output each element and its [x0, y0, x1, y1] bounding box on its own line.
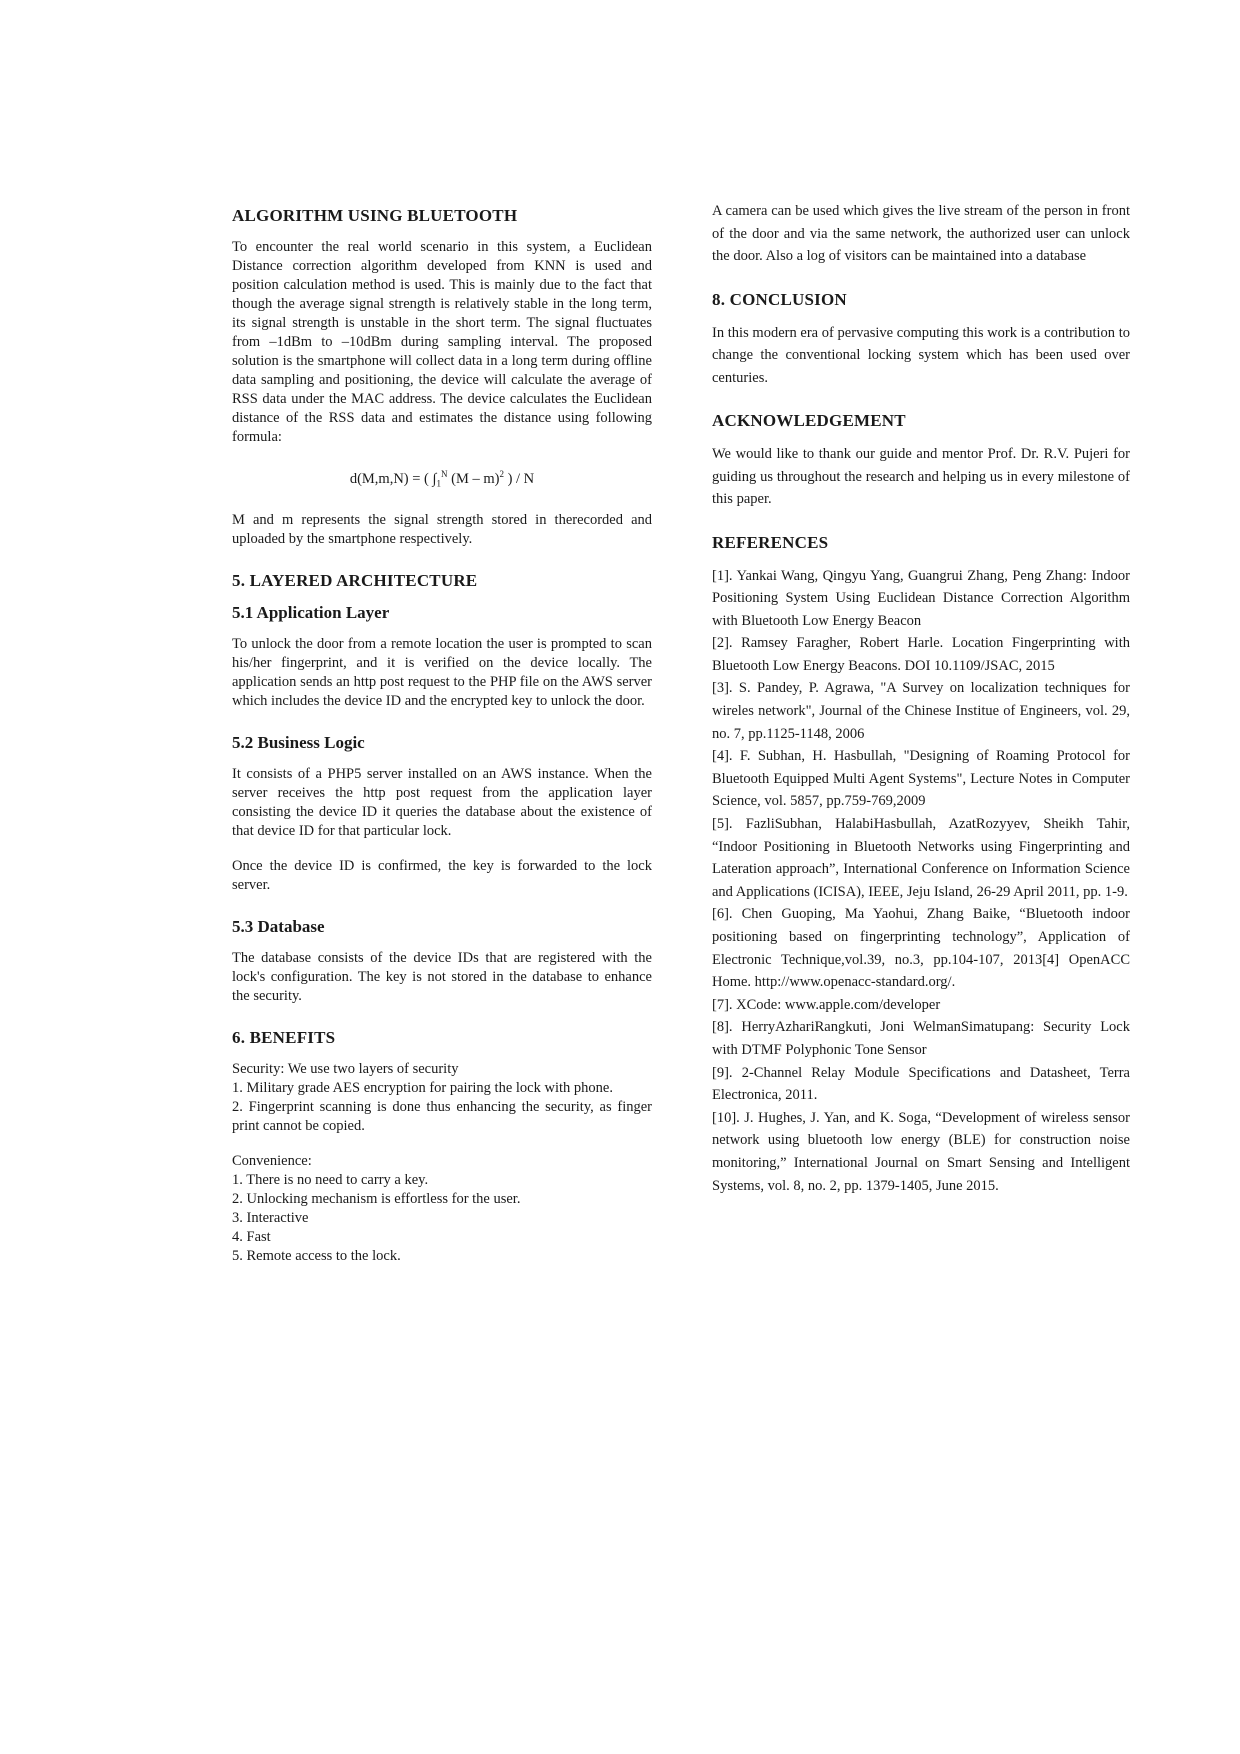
list-item: 1. There is no need to carry a key. [232, 1171, 429, 1188]
reference-item: [5]. FazliSubhan, HalabiHasbullah, AzatRozyyev, Sheikh Tahir, “Indoor Positioning in Bluetooth Networks using Fingerprinting and Lateration approach”, International Conference on Information Science and Applications (ICISA), IEEE, Jeju Island, 26-29 April 2011, pp. 1-9. [712, 816, 1130, 900]
reference-item: [4]. F. Subhan, H. Hasbullah, "Designing of Roaming Protocol for Bluetooth Equipped Multi Agent Systems", Lecture Notes in Computer Science, vol. 5857, pp.759-769,2009 [712, 748, 1130, 810]
formula-lhs: d(M,m,N) = ( ∫ [349, 470, 437, 487]
database-paragraph: The database consists of the device IDs that are registered with the lock's configuration. The key is not stored in the database to enhance the security. [232, 949, 652, 1004]
camera-paragraph: A camera can be used which gives the live stream of the person in front of the door and via the same network, the authorized user can unlock the door. Also a log of visitors can be maintained into a database [712, 203, 1130, 264]
subsection-heading-business-logic: 5.2 Business Logic [232, 732, 365, 752]
reference-item: [9]. 2-Channel Relay Module Specifications and Datasheet, Terra Electronica, 2011. [712, 1064, 1130, 1104]
list-item: 2. Fingerprint scanning is done thus enhancing the security, as finger print cannot be copied. [232, 1098, 652, 1134]
right-column [712, 203, 1130, 1197]
left-column [232, 206, 652, 1266]
list-item: 5. Remote access to the lock. [232, 1247, 401, 1264]
formula-lower-limit: 1 [436, 478, 441, 489]
reference-item: [10]. J. Hughes, J. Yan, and K. Soga, “Development of wireless sensor network using bluetooth low energy (BLE) for construction noise monitoring,” International Journal on Smart Sensing and Intelligent Systems, vol. 8, no. 2, pp. 1379-1405, June 2015. [712, 1109, 1130, 1194]
section-heading-conclusion: 8. CONCLUSION [712, 289, 847, 309]
acknowledgement-paragraph: We would like to thank our guide and mentor Prof. Dr. R.V. Pujeri for guiding us throughout the research and helping us in every milestone of this paper. [712, 446, 1130, 507]
section-heading-references: REFERENCES [712, 532, 829, 552]
subsection-heading-application-layer: 5.1 Application Layer [232, 602, 390, 622]
formula-mid: (M – m) [447, 470, 500, 487]
distance-formula [232, 469, 652, 489]
formula-rhs: ) / N [503, 470, 535, 487]
list-item: 2. Unlocking mechanism is effortless for the user. [232, 1190, 521, 1207]
section-heading-algorithm: ALGORITHM USING BLUETOOTH [232, 206, 518, 225]
list-item: 4. Fast [232, 1228, 271, 1245]
reference-item: [1]. Yankai Wang, Qingyu Yang, Guangrui Zhang, Peng Zhang: Indoor Positioning System Using Euclidean Distance Correction Algorithm with Bluetooth Low Energy Beacon [712, 567, 1130, 629]
list-item: Security: We use two layers of security [232, 1060, 459, 1077]
list-item: 3. Interactive [232, 1209, 309, 1226]
conclusion-paragraph: In this modern era of pervasive computing this work is a contribution to change the conventional locking system which has been used over centuries. [712, 324, 1130, 386]
reference-item: [6]. Chen Guoping, Ma Yaohui, Zhang Baike, “Bluetooth indoor positioning based on fingerprinting technology”, Application of Electronic Technique,vol.39, no.3, pp.104-107, 2013[4] OpenACC Home. http://www.openacc-standard.org/. [712, 906, 1130, 991]
convenience-list [232, 1152, 652, 1266]
list-item: Convenience: [232, 1152, 312, 1169]
reference-item: [3]. S. Pandey, P. Agrawa, "A Survey on localization techniques for wireles network", Journal of the Chinese Institue of Engineers, vol. 29, no. 7, pp.1125-1148, 2006 [712, 680, 1130, 742]
subsection-heading-database: 5.3 Database [232, 916, 325, 936]
formula-power: 2 [499, 469, 504, 479]
formula-upper-limit: N [440, 469, 448, 479]
section-heading-acknowledgement: ACKNOWLEDGEMENT [712, 411, 906, 430]
business-logic-paragraph-1: It consists of a PHP5 server installed on an AWS instance. When the server receives the http post request from the application layer consisting the device ID it queries the database about the existence of that device ID for that particular lock. [232, 765, 652, 839]
security-list [232, 1060, 652, 1136]
reference-item: [7]. XCode: www.apple.com/developer [712, 996, 941, 1013]
reference-item: [2]. Ramsey Faragher, Robert Harle. Location Fingerprinting with Bluetooth Low Energy Beacons. DOI 10.1109/JSAC, 2015 [712, 635, 1130, 674]
list-item: 1. Military grade AES encryption for pairing the lock with phone. [232, 1079, 613, 1096]
reference-item: [8]. HerryAzhariRangkuti, Joni WelmanSimatupang: Security Lock with DTMF Polyphonic Tone Sensor [712, 1019, 1130, 1058]
formula-explanation: M and m represents the signal strength stored in therecorded and uploaded by the smartphone respectively. [232, 511, 652, 547]
application-layer-paragraph: To unlock the door from a remote location the user is prompted to scan his/her fingerprint, and it is verified on the device locally. The application sends an http post request to the PHP file on the AWS server which includes the device ID and the encrypted key to unlock the door. [232, 635, 652, 709]
algorithm-paragraph: To encounter the real world scenario in this system, a Euclidean Distance correction algorithm developed from KNN is used and position calculation method is used. This is mainly due to the fact that though the average signal strength is relatively stable in the long term, its signal strength is unstable in the short term. The signal fluctuates from –1dBm to –10dBm during sampling interval. The proposed solution is the smartphone will collect data in a long term during offline data sampling and positioning, the device will calculate the average of RSS data under the MAC address. The device calculates the Euclidean distance of the RSS data and estimates the distance using following formula: [232, 239, 652, 445]
section-heading-benefits: 6. BENEFITS [232, 1027, 336, 1047]
business-logic-paragraph-2: Once the device ID is confirmed, the key is forwarded to the lock server. [232, 857, 652, 893]
reference-list [712, 565, 1130, 1198]
section-heading-layered-architecture: 5. LAYERED ARCHITECTURE [232, 570, 478, 590]
